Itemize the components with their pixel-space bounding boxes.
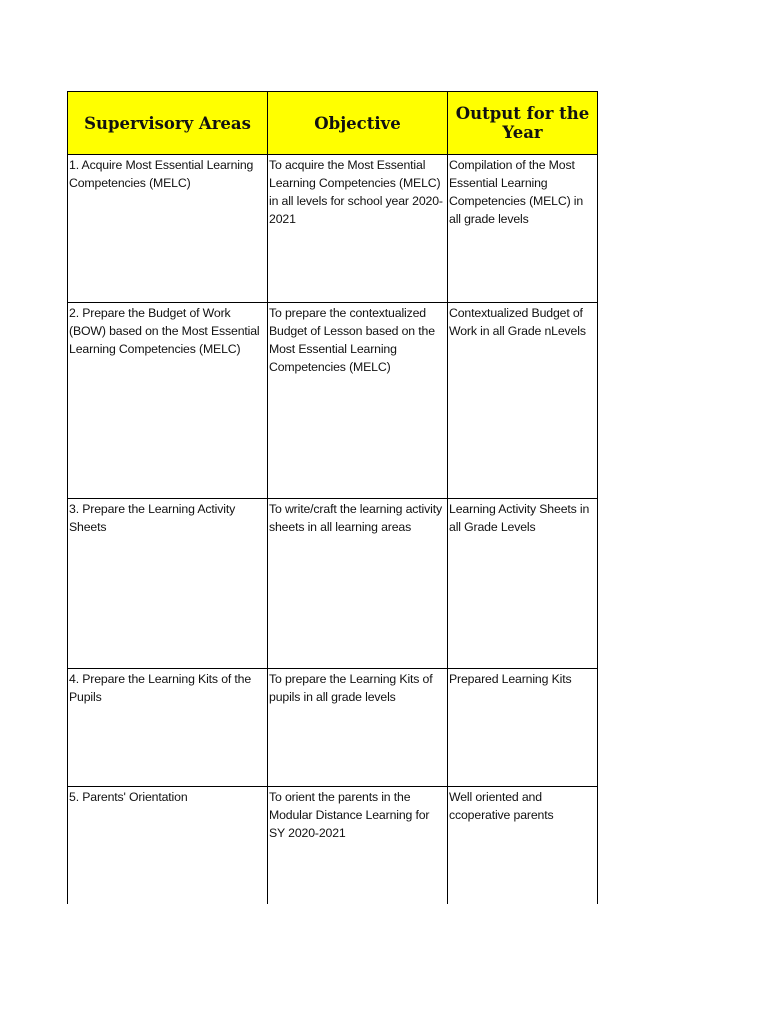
objective-cell: To acquire the Most Essential Learning Competencies (MELC) in all levels for school year 2020-2021	[268, 155, 448, 303]
supervisory-area-cell: 5. Parents' Orientation	[68, 787, 268, 905]
supervisory-plan-table	[67, 91, 598, 904]
table-row	[68, 787, 598, 905]
output-cell: Compilation of the Most Essential Learning Competencies (MELC) in all grade levels	[448, 155, 598, 303]
table-row	[68, 303, 598, 499]
objective-cell: To prepare the Learning Kits of pupils in all grade levels	[268, 669, 448, 787]
supervisory-area-cell: 3. Prepare the Learning Activity Sheets	[68, 499, 268, 669]
supervisory-area-cell: 1. Acquire Most Essential Learning Competencies (MELC)	[68, 155, 268, 303]
supervisory-area-cell: 2. Prepare the Budget of Work (BOW) based on the Most Essential Learning Competencies (MELC)	[68, 303, 268, 499]
objective-cell: To write/craft the learning activity sheets in all learning areas	[268, 499, 448, 669]
header-output-for-the-year: Output for the Year	[448, 92, 598, 155]
output-cell: Well oriented and ccoperative parents	[448, 787, 598, 905]
objective-cell: To prepare the contextualized Budget of Lesson based on the Most Essential Learning Competencies (MELC)	[268, 303, 448, 499]
table-row	[68, 155, 598, 303]
output-cell: Contextualized Budget of Work in all Grade nLevels	[448, 303, 598, 499]
table-row	[68, 499, 598, 669]
output-cell: Prepared Learning Kits	[448, 669, 598, 787]
table-row	[68, 669, 598, 787]
supervisory-plan-sheet	[67, 91, 597, 907]
header-supervisory-areas: Supervisory Areas	[68, 92, 268, 155]
header-row	[68, 92, 598, 155]
supervisory-area-cell: 4. Prepare the Learning Kits of the Pupils	[68, 669, 268, 787]
output-cell: Learning Activity Sheets in all Grade Levels	[448, 499, 598, 669]
objective-cell: To orient the parents in the Modular Distance Learning for SY 2020-2021	[268, 787, 448, 905]
header-objective: Objective	[268, 92, 448, 155]
